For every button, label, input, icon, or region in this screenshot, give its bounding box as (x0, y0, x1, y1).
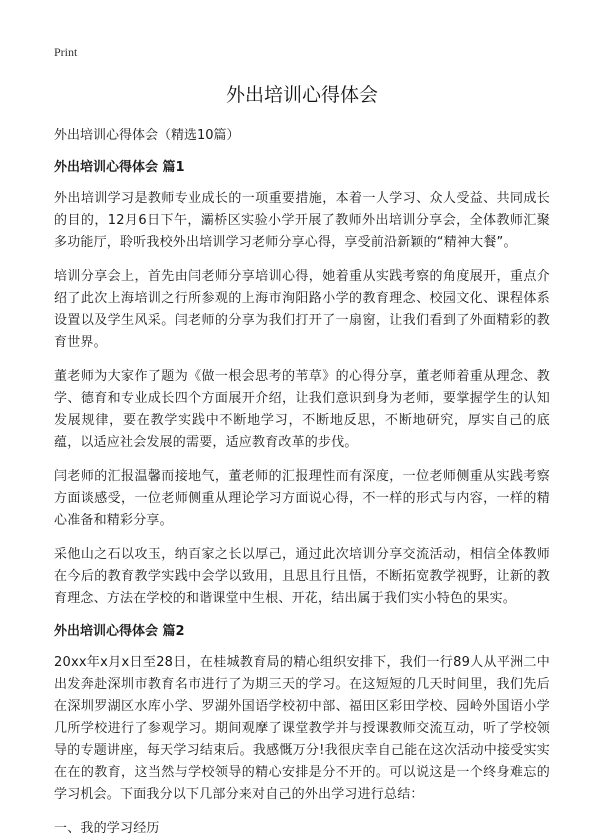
page-title: 外出培训心得体会 (225, 84, 378, 106)
paragraph: 一、我的学习经历 (54, 821, 160, 836)
section-1 (54, 158, 550, 610)
document-subtitle: 外出培训心得体会（精选10篇） (54, 128, 240, 143)
paragraph: 外出培训学习是教师专业成长的一项重要措施，本着一人学习、众人受益、共同成长的目的，12月6日下午，灞桥区实验小学开展了教师外出培训分享会，全体教师汇聚多功能厅，聆听我校外出培训学习老师分享心得，享受前沿新颖的“精神大餐”。 (54, 191, 550, 250)
section-heading: 外出培训心得体会 篇1 (54, 160, 185, 175)
paragraph: 闫老师的汇报温馨而接地气，董老师的汇报理性而有深度，一位老师侧重从实践考察方面谈感受，一位老师侧重从理论学习方面说心得，不一样的形式与内容，一样的精心准备和精彩分享。 (54, 469, 550, 528)
paragraph: 董老师为大家作了题为《做一根会思考的苇草》的心得分享，董老师着重从理念、教学、德育和专业成长四个方面展开介绍，让我们意识到身为老师，要掌握学生的认知发展规律，要在教学实践中不断地学习，不断地反思，不断地研究，厚实自己的底蕴，以适应社会发展的需要，适应教育改革的步伐。 (54, 369, 550, 450)
paragraph: 采他山之石以攻玉，纳百家之长以厚己，通过此次培训分享交流活动，相信全体教师在今后的教育教学实践中会学以致用，且思且行且悟，不断拓宽教学视野，让新的教育理念、方法在学校的和谐课堂中生根、开花，结出属于我们实小特色的果实。 (54, 547, 550, 606)
paragraph: 培训分享会上，首先由闫老师分享培训心得，她着重从实践考察的角度展开，重点介绍了此次上海培训之行所参观的上海市洵阳路小学的教育理念、校园文化、课程体系设置以及学生风采。闫老师的分享为我们打开了一扇窗，让我们看到了外面精彩的教育世界。 (54, 269, 550, 350)
section-heading: 外出培训心得体会 篇2 (54, 624, 185, 639)
paragraph: 20xx年x月x日至28日，在桂城教育局的精心组织安排下，我们一行89人从平洲二中出发奔赴深圳市教育名市进行了为期三天的学习。在这短短的几天时间里，我们先后在深圳罗湖区水库小学、罗湖外国语学校初中部、福田区彩田学校、园岭外国语小学几所学校进行了参观学习。期间观摩了课堂教学并与授课教师交流互动，听了学校领导的专题讲座，每天学习结束后。我感慨万分!我很庆幸自己能在这次活动中接受实实在在的教育，这当然与学校领导的精心安排是分不开的。可以说这是一个终身难忘的学习机会。下面我分以下几部分来对自己的外出学习进行总结： (54, 655, 550, 802)
print-label[interactable]: Print (54, 45, 78, 59)
section-2 (54, 622, 550, 840)
